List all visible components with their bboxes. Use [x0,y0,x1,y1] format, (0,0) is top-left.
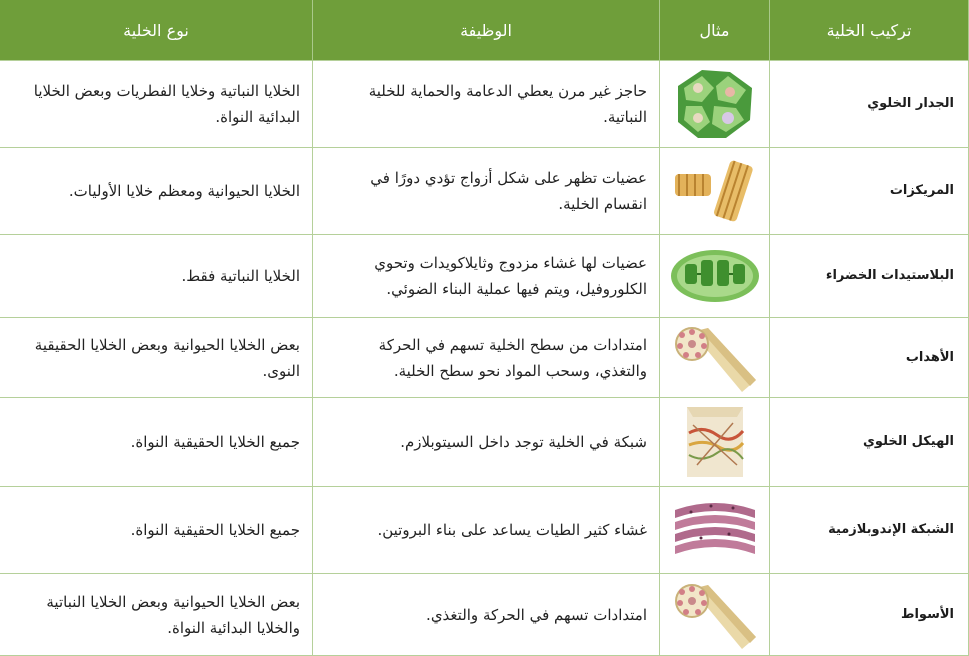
function-text: امتدادات من سطح الخلية تسهم في الحركة والتغذي، وسحب المواد نحو سطح الخلية. [313,318,660,398]
example-cell [660,318,770,398]
table-row [0,318,969,398]
function-text: امتدادات تسهم في الحركة والتغذي. [313,574,660,656]
centrioles-icon [669,156,761,226]
cell-type-text: الخلايا النباتية وخلايا الفطريات وبعض الخلايا البدائية النواة. [0,61,313,148]
flagella-icon [670,579,760,651]
header-cell-type: نوع الخلية [0,0,313,61]
table-row [0,235,969,318]
table-row [0,487,969,574]
function-text: شبكة في الخلية توجد داخل السيتوبلازم. [313,398,660,487]
cell-type-text: جميع الخلايا الحقيقية النواة. [0,487,313,574]
example-cell [660,398,770,487]
function-text: عضيات لها غشاء مزدوج وثايلاكويدات وتحوي الكلوروفيل، ويتم فيها عملية البناء الضوئي. [313,235,660,318]
cell-type-text: بعض الخلايا الحيوانية وبعض الخلايا الحقيقية النوى. [0,318,313,398]
function-text: عضيات تظهر على شكل أزواج تؤدي دورًا في انقسام الخلية. [313,148,660,235]
table-row [0,574,969,656]
example-cell [660,574,770,656]
header-structure: تركيب الخلية [770,0,969,61]
cell-type-text: الخلايا الحيوانية ومعظم خلايا الأوليات. [0,148,313,235]
header-example: مثال [660,0,770,61]
table-row [0,398,969,487]
structure-name: الأهداب [770,318,969,398]
cell-type-text: جميع الخلايا الحقيقية النواة. [0,398,313,487]
example-cell [660,235,770,318]
cilia-icon [670,322,760,394]
structure-name: الشبكة الإندوبلازمية [770,487,969,574]
structure-name: الجدار الخلوي [770,61,969,148]
example-cell [660,148,770,235]
example-cell [660,61,770,148]
structure-name: الهيكل الخلوي [770,398,969,487]
table-header-row [0,0,969,61]
structure-name: الأسواط [770,574,969,656]
cytoskeleton-icon [683,403,747,481]
function-text: حاجز غير مرن يعطي الدعامة والحماية للخلية النباتية. [313,61,660,148]
endoplasmic-reticulum-icon [671,494,759,566]
structure-name: المريكزات [770,148,969,235]
function-text: غشاء كثير الطيات يساعد على بناء البروتين. [313,487,660,574]
chloroplast-icon [667,246,763,306]
cell-wall-icon [674,66,756,142]
cell-type-text: بعض الخلايا الحيوانية وبعض الخلايا النباتية والخلايا البدائية النواة. [0,574,313,656]
example-cell [660,487,770,574]
header-function: الوظيفة [313,0,660,61]
structure-name: البلاستيدات الخضراء [770,235,969,318]
table-row [0,61,969,148]
table-row [0,148,969,235]
cell-type-text: الخلايا النباتية فقط. [0,235,313,318]
